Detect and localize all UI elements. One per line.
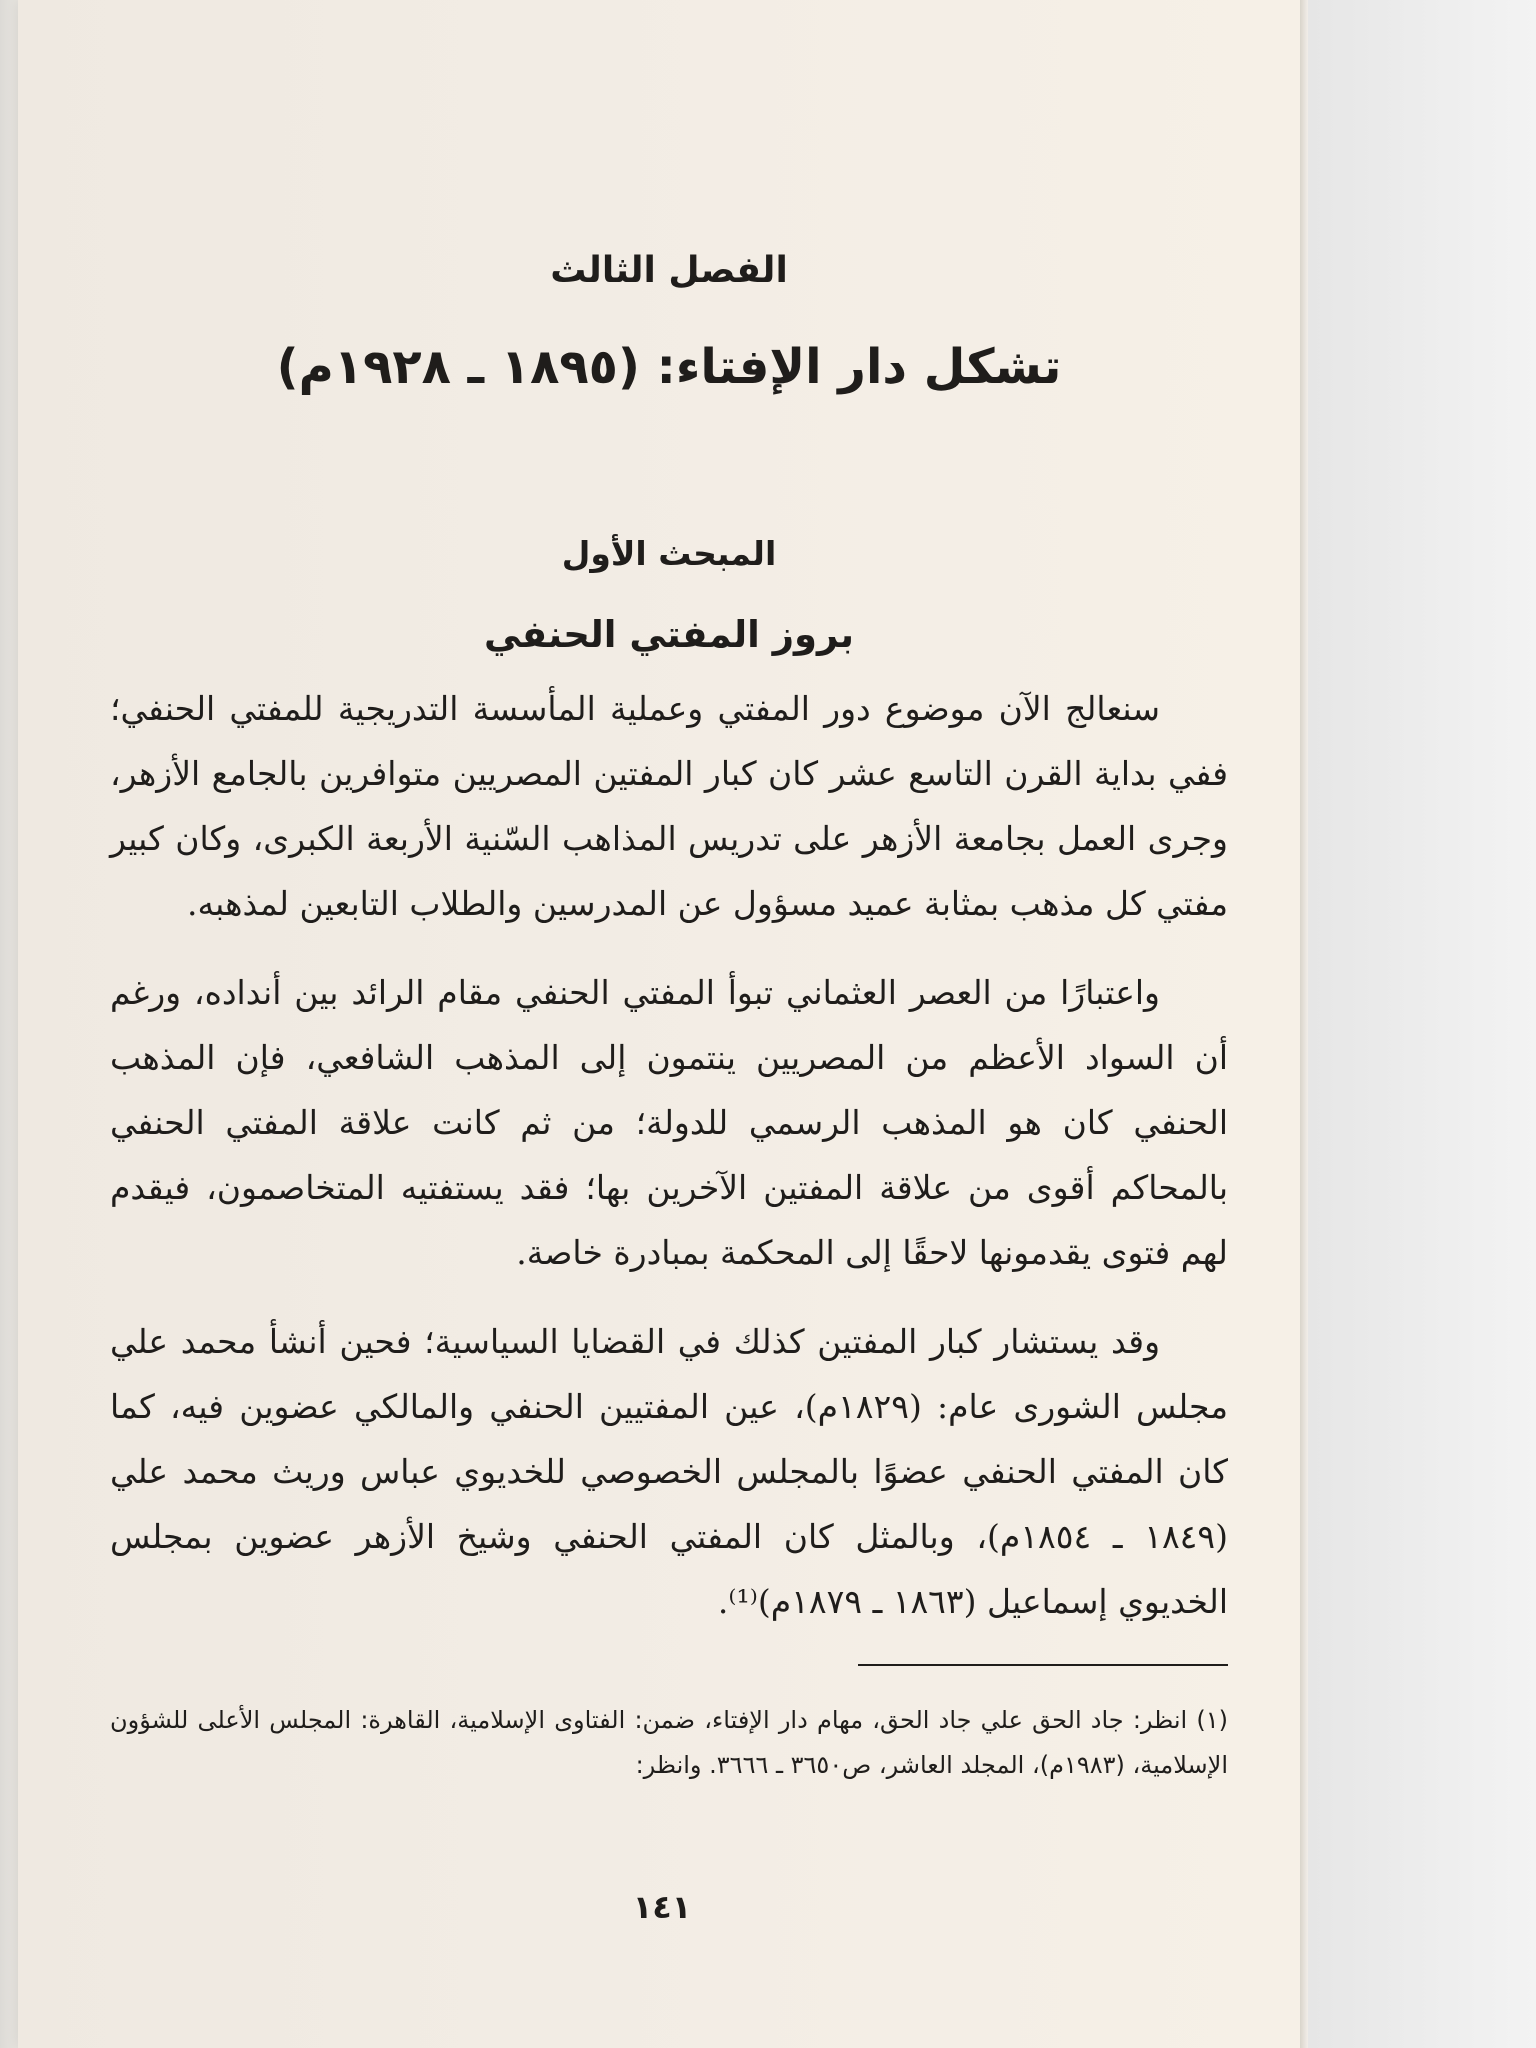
section-title: بروز المفتي الحنفي (484, 612, 854, 656)
body-paragraph: واعتبارًا من العصر العثماني تبوأ المفتي الحنفي مقام الرائد بين أنداده، ورغم أن السواد الأعظم من المصريين ينتمون إلى المذهب الشافعي، فإن المذهب الحنفي كان هو المذهب الرسمي للدولة؛ من ثم كانت علاقة المفتي الحنفي بالمحاكم أقوى من علاقة المفتين الآخرين بها؛ فقد يستفتيه المتخاصمون، فيقدم لهم فتوى يقدمونها لاحقًا إلى المحكمة بمبادرة خاصة. (110, 972, 1228, 1272)
page-content (110, 250, 1228, 1788)
page-number: ١٤١ (632, 1888, 692, 1926)
section-label: المبحث الأول (561, 533, 777, 573)
book-page (18, 0, 1306, 2048)
chapter-label: الفصل الثالث (550, 250, 788, 291)
chapter-title: تشكل دار الإفتاء: (١٨٩٥ ـ ١٩٢٨م) (276, 339, 1062, 395)
body-paragraph: وقد يستشار كبار المفتين كذلك في القضايا السياسية؛ فحين أنشأ محمد علي مجلس الشورى عام: (١٨٢٩م)، عين المفتيين الحنفي والمالكي عضوين فيه، كما كان المفتي الحنفي عضوًا بالمجلس الخصوصي للخديوي عباس وريث محمد علي (١٨٤٩ ـ ١٨٥٤م)، وبالمثل كان المفتي الحنفي وشيخ الأزهر عضوين بمجلس الخديوي إسماعيل (١٨٦٣ ـ ١٨٧٩م)⁽¹⁾. (110, 1321, 1229, 1621)
footnote: (١) انظر: جاد الحق علي جاد الحق، مهام دار الإفتاء، ضمن: الفتاوى الإسلامية، القاهرة: المجلس الأعلى للشؤون الإسلامية، (١٩٨٣م)، المجلد العاشر، ص٣٦٥٠ ـ ٣٦٦٦. وانظر: (110, 1705, 1228, 1779)
footnote-divider (858, 1664, 1228, 1666)
background-surface (1308, 0, 1536, 2048)
page-right-edge (1300, 0, 1308, 2048)
body-paragraph: سنعالج الآن موضوع دور المفتي وعملية المأسسة التدريجية للمفتي الحنفي؛ ففي بداية القرن التاسع عشر كان كبار المفتين المصريين متوافرين بالجامع الأزهر، وجرى العمل بجامعة الأزهر على تدريس المذاهب السّنية الأربعة الكبرى، وكان كبير مفتي كل مذهب بمثابة عميد مسؤول عن المدرسين والطلاب التابعين لمذهبه. (110, 688, 1228, 923)
